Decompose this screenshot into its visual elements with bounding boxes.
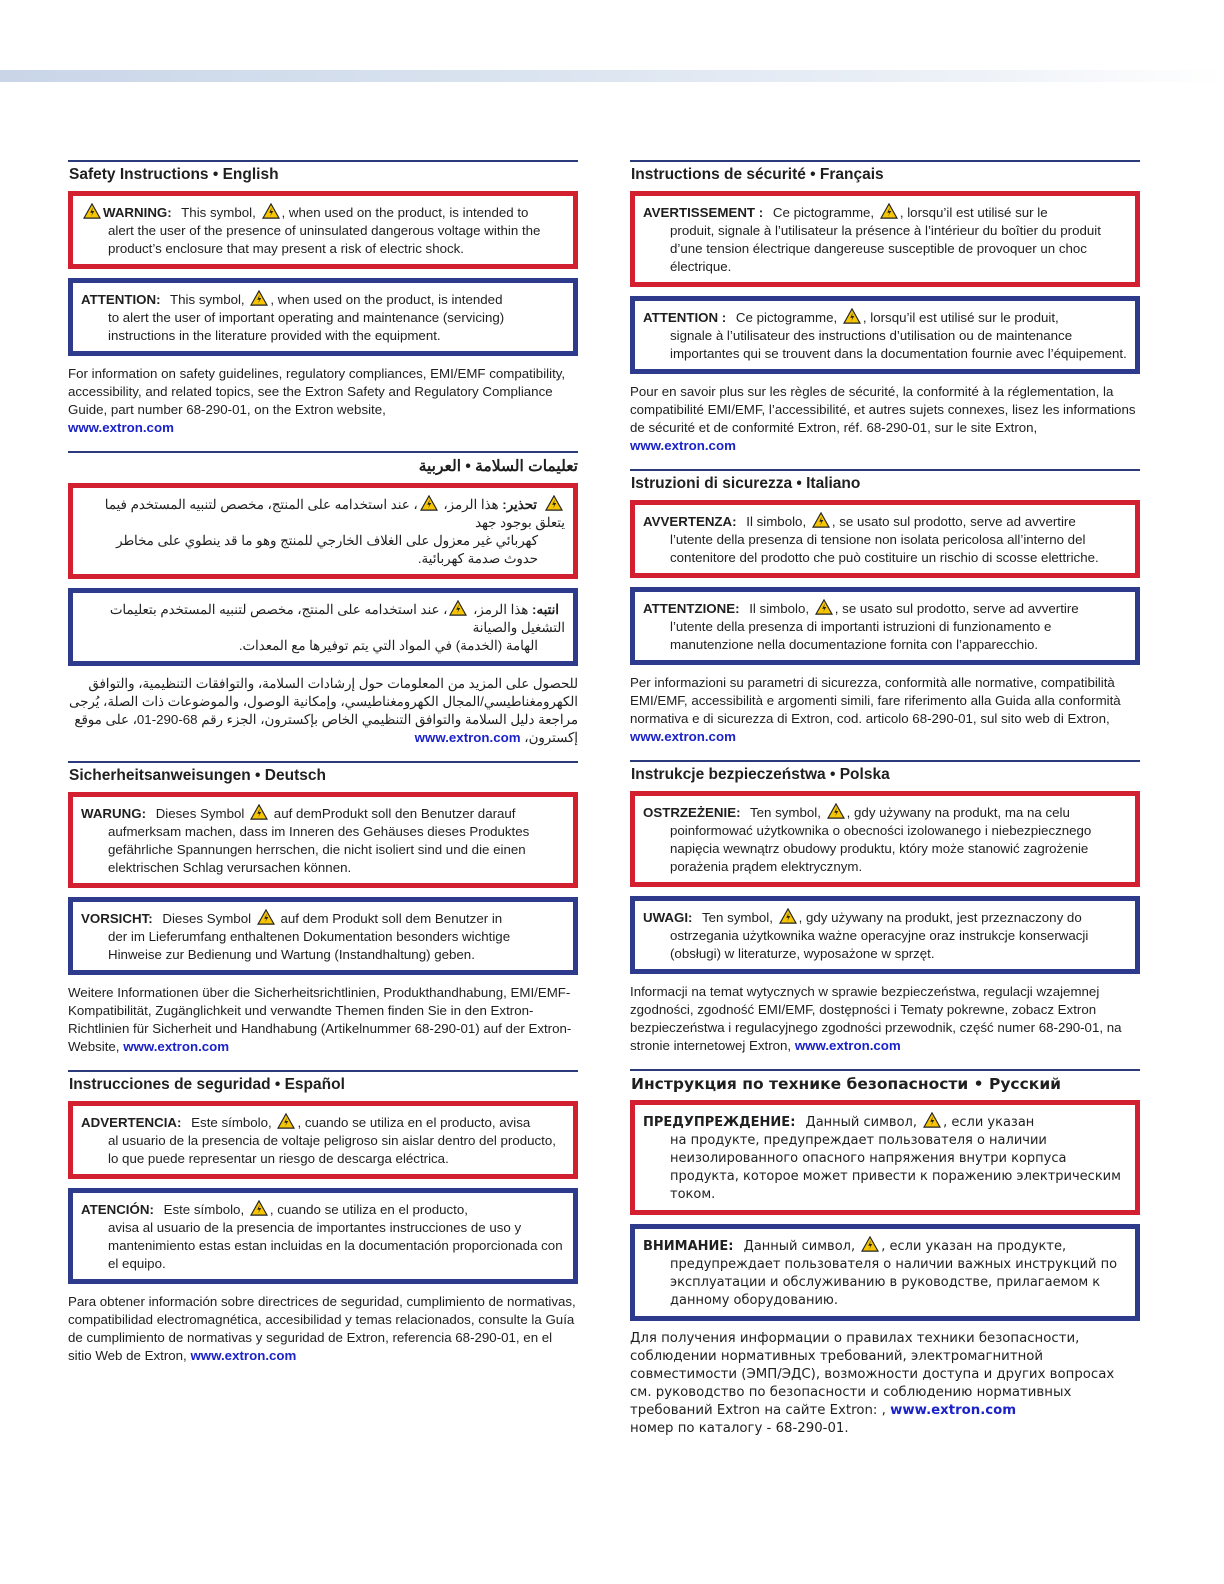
section-arabic [68, 451, 578, 747]
warning-box [68, 1101, 578, 1179]
info-paragraph: Per informazioni su parametri di sicurezza, conformità alle normative, compatibilità EMI/EMF, accessibilità e argomenti simili, fare riferimento alla Guida alla conformità normativa e di sicurezza di Extron, cod. articolo 68-290-01, sul sito web di Extron, www.extron.com [630, 675, 1121, 744]
warning-label: تحذير: [502, 497, 537, 512]
info-paragraph: For information on safety guidelines, regulatory compliances, EMI/EMF compatibility, accessibility, and related topics, see the Extron Safety and Regulatory Compliance Guide, part number 68-290-01, on the Extron website, www.extron.com [68, 366, 566, 435]
section-title: Sicherheitsanweisungen • Deutsch [69, 767, 326, 784]
extron-link[interactable]: www.extron.com [630, 729, 736, 744]
attention-text: هذا الرمز، [473, 602, 529, 617]
warning-text: , если указан [943, 1115, 1035, 1130]
warning-text: Данный символ, [805, 1115, 917, 1130]
warning-box [630, 191, 1140, 287]
warning-triangle-icon [420, 495, 438, 511]
warning-triangle-icon [250, 1200, 268, 1216]
warning-text: هذا الرمز، [443, 497, 499, 512]
attention-text: , cuando se utiliza en el producto, [269, 1202, 468, 1217]
attention-label: ВНИМАНИЕ: [643, 1239, 734, 1254]
warning-label: AVERTISSEMENT : [643, 205, 764, 220]
warning-text: , cuando se utiliza en el producto, avisa [297, 1115, 531, 1130]
warning-label: WARUNG: [81, 806, 146, 821]
attention-box [630, 296, 1140, 374]
warning-body: l’utente della presenza di tensione non isolata pericolosa all’interno del contenitore del prodotto che può costituire un rischio di scosse elettriche. [670, 532, 1099, 565]
attention-label: انتبه: [532, 602, 559, 617]
right-column [630, 160, 1140, 1452]
warning-text: ، عند استخدامه على المنتج، مخصص لتنبيه المستخدم فيما يتعلق بوجود جهد [104, 497, 565, 530]
warning-triangle-icon [250, 290, 268, 306]
extron-link[interactable]: www.extron.com [123, 1039, 230, 1054]
attention-text: Ten symbol, [701, 910, 773, 925]
attention-text: Este símbolo, [163, 1202, 245, 1217]
section-rule [68, 761, 578, 763]
attention-text: Il simbolo, [749, 601, 810, 616]
info-paragraph: للحصول على المزيد من المعلومات حول إرشادات السلامة، والتوافقات التنظيمية، والتوافق الكهرومغناطيسي/المجال الكهرومغناطيسي، وإمكانية الوصول، والموضوعات ذات الصلة، يُرجى مراجعة دليل السلامة والتوافق التنظيمي الخاص بإكسترون، الجزء رقم 68-290-01، على موقع إكسترون، www.extron.com [69, 676, 578, 745]
warning-triangle-icon [257, 909, 275, 925]
warning-text: Il simbolo, [746, 514, 807, 529]
header-gradient-bar [0, 70, 1224, 82]
warning-text: Este símbolo, [191, 1115, 272, 1130]
warning-triangle-icon [779, 908, 797, 924]
attention-text: , если указан на продукте, [881, 1239, 1067, 1254]
warning-triangle-icon [250, 804, 268, 820]
section-title: Instrucciones de seguridad • Español [69, 1076, 345, 1093]
attention-box [68, 588, 578, 666]
warning-box [630, 500, 1140, 578]
attention-body: der im Lieferumfang enthaltenen Dokumentation besonders wichtige Hinweise zur Bedienung und Wartung (Instandhaltung) geben. [108, 929, 511, 962]
warning-text: , when used on the product, is intended to [281, 205, 529, 220]
warning-body: poinformować użytkownika o obecności izolowanego i niebezpiecznego napięcia wewnątrz obudowy produktu, który może stanowić zagrożenie porażenia prądem elektrycznym. [670, 823, 1092, 874]
attention-text: , when used on the product, is intended [270, 292, 503, 307]
attention-body: l’utente della presenza di importanti istruzioni di funzionamento e manutenzione nella documentazione fornita con l’apparecchio. [670, 619, 1052, 652]
attention-text: This symbol, [170, 292, 245, 307]
warning-text: Ten symbol, [749, 805, 821, 820]
section-spanish [68, 1070, 578, 1365]
warning-box [68, 483, 578, 579]
warning-text: , se usato sul prodotto, serve ad avvertire [831, 514, 1076, 529]
warning-triangle-icon [83, 203, 101, 219]
attention-body: signale à l’utilisateur des instructions d’utilisation ou de maintenance importantes qui se trouvent dans la documentation fournie avec l’équipement. [670, 328, 1127, 361]
attention-label: ATENCIÓN: [81, 1202, 154, 1217]
warning-box [630, 1100, 1140, 1215]
attention-label: ATTENTION : [643, 310, 727, 325]
attention-box [68, 278, 578, 356]
extron-link[interactable]: www.extron.com [68, 420, 174, 435]
warning-text: Dieses Symbol [155, 806, 245, 821]
attention-box [630, 896, 1140, 974]
warning-text: , gdy używany na produkt, ma na celu [846, 805, 1070, 820]
warning-box [68, 792, 578, 888]
attention-text: ، عند استخدامه على المنتج، مخصص لتنبيه المستخدم بتعليمات التشغيل والصيانة [109, 602, 565, 635]
section-rule [630, 469, 1140, 471]
warning-triangle-icon [545, 495, 563, 511]
warning-triangle-icon [262, 203, 280, 219]
attention-label: ATTENTZIONE: [643, 601, 740, 616]
warning-body: produit, signale à l’utilisateur la présence à l’intérieur du boîtier du produit d’une tension électrique dangereuse susceptible de provoquer un choc électrique. [670, 223, 1101, 274]
section-rule [630, 1069, 1140, 1071]
warning-triangle-icon [861, 1236, 879, 1252]
warning-text: This symbol, [181, 205, 256, 220]
section-rule [68, 451, 578, 453]
section-title: Инструкция по технике безопасности • Русский [631, 1075, 1062, 1093]
warning-triangle-icon [449, 600, 467, 616]
warning-body: на продукте, предупреждает пользователя о наличии неизолированного опасного напряжения внутри корпуса продукта, которое может привести к поражению электрическим током. [670, 1133, 1121, 1202]
info-paragraph: Для получения информации о правилах техники безопасности, соблюдении нормативных требований, электромагнитной совместимости (ЭМП/ЭДС), возможности доступа и других вопросах см. руководство по безопасности и соблюдению нормативных требований Extron на сайте Extron: , www.extron.com номер по каталогу - 68-290-01. [630, 1331, 1115, 1436]
extron-link[interactable]: www.extron.com [190, 1348, 297, 1363]
attention-body: to alert the user of important operating and maintenance (servicing) instructions in the literature provided with the equipment. [108, 310, 505, 343]
attention-label: UWAGI: [643, 910, 693, 925]
attention-text: Данный символ, [743, 1239, 856, 1254]
warning-text: auf demProdukt soll den Benutzer darauf [273, 806, 516, 821]
attention-text: Dieses Symbol [162, 911, 252, 926]
attention-body: الهامة (الخدمة) في المواد التي يتم توفيرها مع المعدات. [238, 638, 538, 653]
extron-link[interactable]: www.extron.com [890, 1403, 1017, 1418]
attention-box [630, 587, 1140, 665]
attention-box [68, 1188, 578, 1284]
attention-box [68, 897, 578, 975]
section-title: Istruzioni di sicurezza • Italiano [631, 475, 861, 492]
attention-text: , lorsqu’il est utilisé sur le produit, [862, 310, 1059, 325]
warning-text: Ce pictogramme, [772, 205, 875, 220]
warning-label: ПРЕДУПРЕЖДЕНИЕ: [643, 1115, 796, 1130]
attention-body: ostrzegania użytkownika ważne operacyjne oraz instrukcje konserwacji (obsługi) w literaturze, wyposażone w sprzęt. [670, 928, 1089, 961]
attention-label: VORSICHT: [81, 911, 153, 926]
attention-body: предупреждает пользователя о наличии важных инструкций по эксплуатации и обслуживанию в руководстве, прилагаемом к данному оборудованию. [670, 1257, 1118, 1308]
attention-text: , se usato sul prodotto, serve ad avvertire [834, 601, 1079, 616]
warning-label: OSTRZEŻENIE: [643, 805, 741, 820]
attention-label: ATTENTION: [81, 292, 161, 307]
section-polish [630, 760, 1140, 1055]
section-rule [630, 160, 1140, 162]
extron-link[interactable]: www.extron.com [794, 1038, 901, 1053]
extron-link[interactable]: www.extron.com [414, 730, 521, 745]
attention-text: auf dem Produkt soll dem Benutzer in [280, 911, 503, 926]
warning-body: al usuario de la presencia de voltaje peligroso sin aislar dentro del producto, lo que puede representar un riesgo de descarga eléctrica. [108, 1133, 556, 1166]
attention-body: avisa al usuario de la presencia de importantes instrucciones de uso y mantenimiento estas estan incluidas en la documentación proporcionada con el equipo. [108, 1220, 563, 1271]
warning-triangle-icon [827, 803, 845, 819]
warning-label: ADVERTENCIA: [81, 1115, 182, 1130]
attention-text: , gdy używany na produkt, jest przeznaczony do [798, 910, 1082, 925]
warning-triangle-icon [843, 308, 861, 324]
section-rule [68, 1070, 578, 1072]
section-english [68, 160, 578, 437]
extron-link[interactable]: www.extron.com [630, 438, 736, 453]
info-paragraph: Weitere Informationen über die Sicherheitsrichtlinien, Produkthandhabung, EMI/EMF-Kompatibilität, Zugänglichkeit und verwandte Themen finden Sie in den Extron-Richtlinien für Sicherheit und Handhabung (Artikelnummer 68-290-01) auf der Extron-Website, www.extron.com [68, 985, 572, 1054]
warning-label: AVVERTENZA: [643, 514, 737, 529]
warning-triangle-icon [880, 203, 898, 219]
warning-body: alert the user of the presence of uninsulated dangerous voltage within the product’s enclosure that may present a risk of electric shock. [108, 223, 541, 256]
section-russian [630, 1069, 1140, 1438]
warning-box [68, 191, 578, 269]
section-title: Instructions de sécurité • Français [631, 166, 884, 183]
section-italian [630, 469, 1140, 746]
section-title: تعليمات السلامة • العربية [418, 458, 578, 475]
info-paragraph: Pour en savoir plus sur les règles de sécurité, la conformité à la réglementation, la compatibilité EMI/EMF, l’accessibilité, et autres sujets connexes, lisez les informations de sécurité et de conformité Extron, réf. 68-290-01, sur le site Extron, www.extron.com [630, 384, 1136, 453]
section-title: Instrukcje bezpieczeństwa • Polska [631, 766, 890, 783]
attention-text: Ce pictogramme, [735, 310, 838, 325]
warning-triangle-icon [812, 512, 830, 528]
warning-body: aufmerksam machen, dass im Inneren des Gehäuses dieses Produktes gefährliche Spannungen herrschen, die nicht isoliert sind und die einen elektrischen Schlag verursachen können. [108, 824, 530, 875]
warning-triangle-icon [277, 1113, 295, 1129]
warning-label: WARNING: [103, 205, 172, 220]
warning-triangle-icon [815, 599, 833, 615]
warning-body: كهربائي غير معزول على الغلاف الخارجي للمنتج وهو ما قد ينطوي على مخاطر حدوث صدمة كهربائية. [116, 533, 538, 566]
warning-text: , lorsqu’il est utilisé sur le [899, 205, 1048, 220]
section-french [630, 160, 1140, 455]
warning-box [630, 791, 1140, 887]
section-german [68, 761, 578, 1056]
info-paragraph: Para obtener información sobre directrices de seguridad, cumplimiento de normativas, compatibilidad electromagnética, accesibilidad y temas relacionados, consulte la Guía de cumplimiento de normativas y seguridad de Extron, referencia 68-290-01, en el sitio Web de Extron, www.extron.com [68, 1294, 576, 1363]
section-rule [630, 760, 1140, 762]
left-column [68, 160, 578, 1379]
warning-triangle-icon [923, 1112, 941, 1128]
section-title: Safety Instructions • English [69, 166, 279, 183]
attention-box [630, 1224, 1140, 1321]
section-rule [68, 160, 578, 162]
info-paragraph: Informacji na temat wytycznych w sprawie bezpieczeństwa, regulacji wzajemnej zgodności, zgodność EMI/EMF, dostępności i Tematy pokrewne, zobacz Extron bezpieczeństwa i regulacyjnego zgodności przewodnik, część numer 68-290-01, na stronie internetowej Extron, www.extron.com [630, 984, 1122, 1053]
